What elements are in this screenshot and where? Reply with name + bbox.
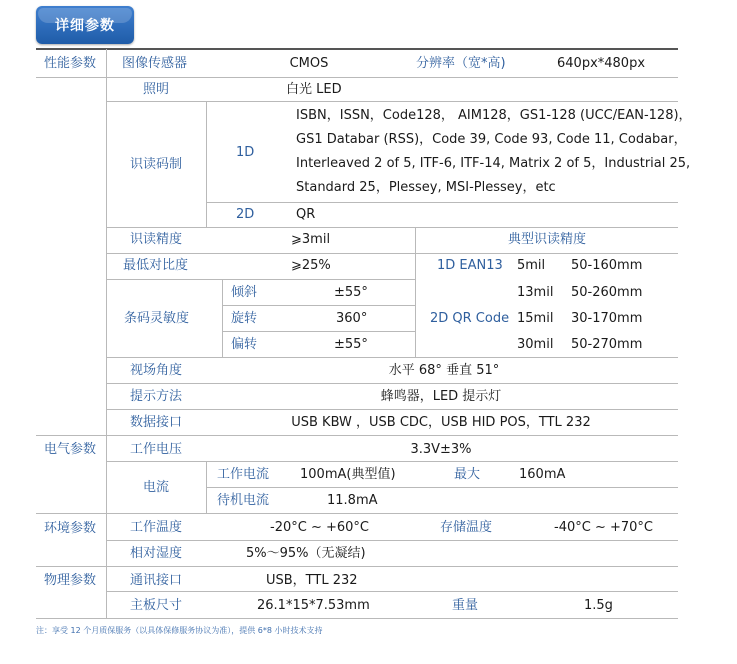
- resolution-value: 640px*480px: [557, 56, 646, 71]
- typical-range-1: 50-160mm: [571, 258, 643, 273]
- symbology-label: 识读码制: [130, 157, 183, 172]
- standby-current-label: 待机电流: [217, 493, 270, 508]
- typical-range-3: 30-170mm: [571, 311, 643, 326]
- sensitivity-skew-label: 偏转: [231, 337, 258, 352]
- prompt-label: 提示方法: [130, 389, 183, 404]
- weight-label: 重量: [452, 598, 479, 613]
- humidity-value: 5%～95%（无凝结): [246, 546, 366, 561]
- typical-range-4: 50-270mm: [571, 337, 643, 352]
- precision-value: ⩾3mil: [291, 232, 331, 247]
- work-temp-value: -20°C ~ +60°C: [270, 520, 369, 535]
- section-environment: 环境参数: [44, 521, 97, 536]
- sensitivity-label: 条码灵敏度: [124, 311, 190, 326]
- voltage-value: 3.3V±3%: [410, 442, 472, 457]
- symbology-1d-line-2: GS1 Databar (RSS)，Code 39, Code 93, Code 11, Codabar，: [296, 132, 687, 147]
- work-current-value: 100mA(典型值): [300, 467, 396, 482]
- badge-label: 详细参数: [55, 18, 115, 34]
- work-current-label: 工作电流: [217, 467, 270, 482]
- work-temp-label: 工作温度: [130, 520, 183, 535]
- sensitivity-rotate-value: 360°: [336, 311, 368, 326]
- footer-note: 注：享受 12 个月质保服务（以具体保修服务协议为准），提供 6*8 小时技术支持: [36, 626, 323, 635]
- view-angle-value: 水平 68° 垂直 51°: [388, 363, 500, 378]
- prompt-value: 蜂鸣器，LED 提示灯: [380, 389, 502, 404]
- max-current-value: 160mA: [519, 467, 566, 482]
- typical-precision-header: 典型识读精度: [507, 232, 587, 247]
- contrast-value: ⩾25%: [291, 258, 331, 273]
- sensitivity-tilt-value: ±55°: [334, 285, 368, 300]
- precision-label: 识读精度: [130, 232, 183, 247]
- interface-value: USB KBW ，USB CDC，USB HID POS，TTL 232: [291, 415, 591, 430]
- section-physical: 物理参数: [44, 573, 97, 588]
- lighting-value: 白光 LED: [286, 82, 342, 97]
- symbology-2d-value: QR: [296, 207, 316, 222]
- sensitivity-skew-value: ±55°: [334, 337, 368, 352]
- standby-current-value: 11.8mA: [327, 493, 378, 508]
- weight-value: 1.5g: [584, 598, 613, 613]
- lighting-label: 照明: [143, 82, 170, 97]
- max-current-label: 最大: [454, 467, 481, 482]
- board-size-label: 主板尺寸: [130, 598, 183, 613]
- sensor-label: 图像传感器: [122, 56, 188, 71]
- view-angle-label: 视场角度: [130, 363, 183, 378]
- section-electrical: 电气参数: [44, 442, 97, 457]
- typical-mil-1: 5mil: [517, 258, 546, 273]
- comm-interface-label: 通讯接口: [130, 573, 183, 588]
- typical-mil-3: 15mil: [517, 311, 554, 326]
- voltage-label: 工作电压: [130, 442, 183, 457]
- current-label: 电流: [143, 480, 170, 495]
- sensitivity-tilt-label: 倾斜: [231, 285, 258, 300]
- humidity-label: 相对湿度: [130, 546, 183, 561]
- sensor-value: CMOS: [289, 56, 329, 71]
- typical-mil-2: 13mil: [517, 285, 554, 300]
- symbology-2d-label: 2D: [236, 207, 255, 222]
- contrast-label: 最低对比度: [123, 258, 189, 273]
- storage-temp-value: -40°C ~ +70°C: [554, 520, 653, 535]
- interface-label: 数据接口: [130, 415, 183, 430]
- symbology-1d-line-1: ISBN，ISSN，Code128， AIM128，GS1-128 (UCC/EAN-128)，: [296, 108, 692, 123]
- comm-interface-value: USB，TTL 232: [266, 573, 358, 588]
- symbology-1d-line-4: Standard 25，Plessey, MSI-Plessey，etc: [296, 180, 556, 195]
- table-top-rule: [36, 48, 678, 50]
- resolution-label: 分辨率（宽*高): [416, 56, 506, 71]
- board-size-value: 26.1*15*7.53mm: [257, 598, 370, 613]
- typical-range-2: 50-260mm: [571, 285, 643, 300]
- typical-ean13-label: 1D EAN13: [437, 258, 503, 273]
- storage-temp-label: 存储温度: [440, 520, 493, 535]
- section-performance: 性能参数: [44, 56, 97, 71]
- typical-mil-4: 30mil: [517, 337, 554, 352]
- sensitivity-rotate-label: 旋转: [231, 311, 258, 326]
- detail-params-badge: [36, 6, 134, 44]
- symbology-1d-line-3: Interleaved 2 of 5, ITF-6, ITF-14, Matrix 2 of 5，Industrial 25,: [296, 156, 691, 171]
- typical-qr-label: 2D QR Code: [430, 311, 510, 326]
- symbology-1d-label: 1D: [236, 145, 255, 160]
